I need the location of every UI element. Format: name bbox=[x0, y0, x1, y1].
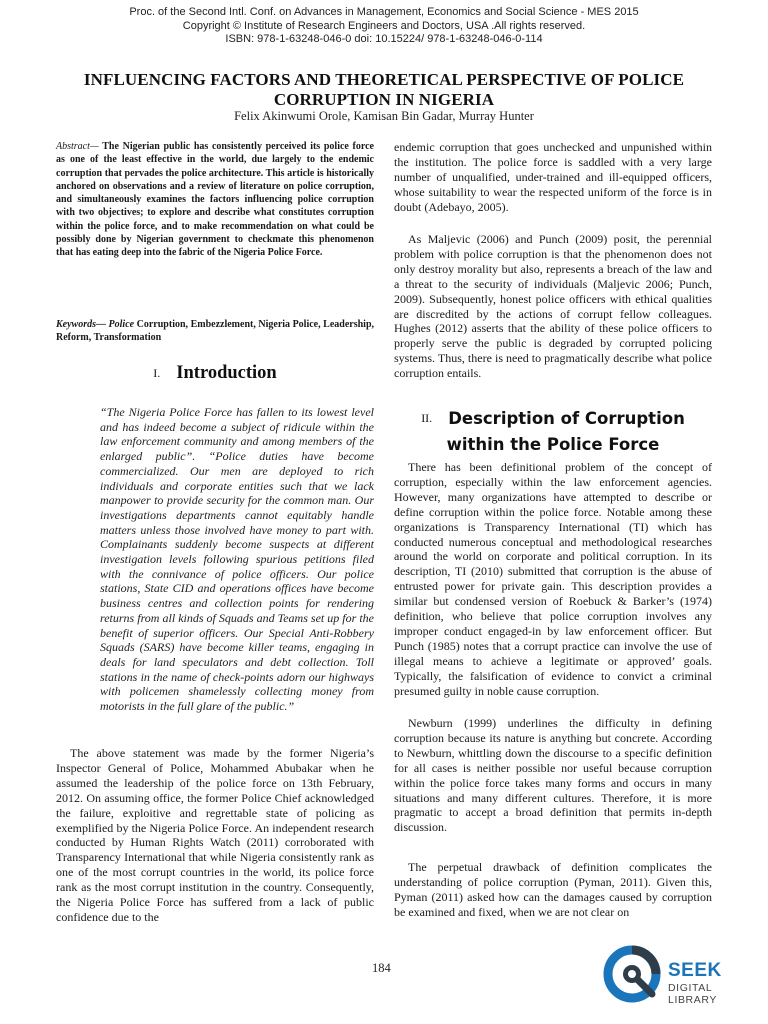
title-line-2: CORRUPTION IN NIGERIA bbox=[273, 90, 495, 109]
header-line-2: Copyright © Institute of Research Engineers and Doctors, USA .All rights reserved. bbox=[182, 19, 586, 32]
section-number: II. bbox=[421, 410, 433, 425]
block-quote: “The Nigeria Police Force has fallen to its lowest level and has indeed become a subject of ridicule within the law enforcement community and among members of the enlarged public”. “Police duties have become commercialized. Our men are deployed to rich individuals and corporate entities such that we lack manpower to provide security for the common man. Our investigations departments cannot equitably handle matters unless those involved have money to part with. Complainants suddenly become suspects at different investigation levels following spurious petitions filed with the connivance of police officers. Our police stations, State CID and operations offices have become business centres and collection points for rendering returns from all kinds of Squads and Teams set up for the benefit of superior officers. Our Special Anti-Robbery Squads (SARS) have become killer teams, engaging in deals for land speculators and debt collection. Toll stations in the name of check-points adorn our highways with policemen shamelessly collecting money from motorists in the full glare of the public.” bbox=[100, 405, 374, 714]
keyword-first: Police bbox=[108, 319, 135, 330]
header-line-3: ISBN: 978-1-63248-046-0 doi: 10.15224/ 978-1-63248-046-0-114 bbox=[225, 33, 543, 45]
abstract bbox=[56, 140, 374, 260]
page-number: 184 bbox=[372, 961, 391, 975]
logo-word: SEEK bbox=[668, 960, 722, 981]
keywords bbox=[56, 318, 374, 345]
body-paragraph: endemic corruption that goes unchecked and unpunished within the institution. The police force is saddled with a very large number of unqualified, under-trained and ill-equipped officers, whose suitability to wear the respected uniform of the force is in doubt (Adebayo, 2005). bbox=[394, 140, 712, 214]
abstract-label: Abstract— bbox=[56, 141, 99, 152]
body-paragraph: As Maljevic (2006) and Punch (2009) posit, the perennial problem with police corruption is that the phenomenon does not only destroy morality but also, represents a breach of the law and a threat to the security of individuals (Maljevic 2006; Punch, 2009). Subsequently, honest police officers with ethical qualities are discredited by the actions of corrupt fellow colleagues. Hughes (2012) asserts that the ability of these police officers to properly serve the public is degraded by corrupted policing systems. Thus, there is need to pragmatically describe what police corruption entails. bbox=[394, 232, 712, 381]
body-paragraph: There has been definitional problem of the concept of corruption, especially within the law enforcement agencies. However, many organizations have attempted to describe or define corruption within the police force. Notable among these organizations is Transparency International (TI) which has conducted numerous conceptual and methodological researches around the world on corporate and political corruption. In its description, TI (2010) submitted that corruption is the abuse of entrusted power for private gain. This description provides a similar but condensed version of Roebuck & Barker’s (1974) definition, who believe that police corruption involves any improper conduct engaged-in by law enforcement officer. But Punch (1985) notes that a corrupt practice can involve the use of illegal means to achieve a legitimate or approved’ goals. Typically, the falsification of evidence to convict a criminal presumed guilty in noble cause corruption. bbox=[394, 460, 712, 698]
section-heading-description bbox=[394, 405, 712, 457]
keywords-rest: Corruption, Embezzlement, Nigeria Police, Leadership, Reform, Transformation bbox=[56, 319, 375, 344]
abstract-text: The Nigerian public has consistently perceived its police force as one of the least effective in the world, due largely to the endemic corruption that pervades the police architecture. This article is historically anchored on observations and a review of literature on police corruption, and simultaneously examines the factors influencing police corruption with two objectives; to explore and describe what constitutes corruption within the police force, and to make recommendation on what could be possibly done by Nigerian government to checkmate this phenomenon that has eating deep into the fabric of the Nigeria Police Force. bbox=[56, 141, 374, 259]
keywords-label: Keywords— bbox=[56, 319, 106, 330]
title-line-1: INFLUENCING FACTORS AND THEORETICAL PERSPECTIVE OF POLICE bbox=[83, 70, 685, 89]
section-title-line-2: within the Police Force bbox=[446, 434, 660, 454]
section-title: Introduction bbox=[176, 363, 277, 383]
section-number: I. bbox=[153, 366, 161, 380]
author-list: Felix Akinwumi Orole, Kamisan Bin Gadar, Murray Hunter bbox=[234, 109, 534, 123]
section-heading-introduction bbox=[56, 363, 374, 384]
body-paragraph: The perpetual drawback of definition complicates the understanding of police corruption (Pyman, 2011). Given this, Pyman (2011) asked how can the damages caused by corruption be examined and fixed, when we are not clear on bbox=[394, 860, 712, 919]
paper-title bbox=[40, 70, 728, 110]
logo-subtitle: DIGITAL LIBRARY bbox=[668, 982, 717, 1006]
conference-header bbox=[0, 6, 768, 47]
body-paragraph: Newburn (1999) underlines the difficulty in defining corruption because its nature is anything but concrete. According to Newburn, whittling down the discourse to a specific definition for all cases is neither possible nor useful because corruption within the police force takes many forms and occurs in many situations and many different cultures. Therefore, it is more pragmatic to accept a broad definition that permits in-depth discussion. bbox=[394, 716, 712, 835]
seek-logo-icon bbox=[602, 944, 662, 1004]
seek-digital-library-logo[interactable] bbox=[600, 944, 760, 1004]
section-title-line-1: Description of Corruption bbox=[448, 408, 685, 428]
header-line-1: Proc. of the Second Intl. Conf. on Advances in Management, Economics and Social Science - MES 2015 bbox=[129, 6, 639, 18]
body-paragraph: The above statement was made by the former Nigeria’s Inspector General of Police, Mohammed Abubakar when he assumed the leadership of the police force on 13th February, 2012. On assuming office, the former Police Chief acknowledged the failure, exploitive and regrettable state of policing as exemplified by the Nigeria Police Force. An independent research conducted by Human Rights Watch (2011) corroborated with Transparency International that while Nigeria consistently rank as one of the most corrupt countries in the world, its police force rank as the most corrupt institution in the country. Consequently, the Nigeria Police Force has suffered from a lack of public confidence due to the bbox=[56, 746, 374, 924]
